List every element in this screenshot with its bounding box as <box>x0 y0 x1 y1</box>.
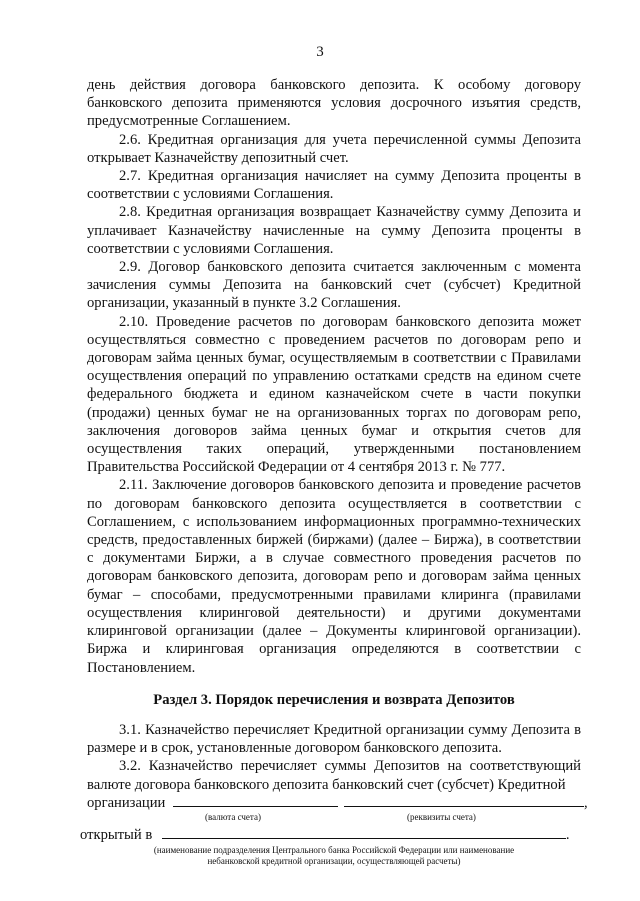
paragraph-2-9: 2.9. Договор банковского депозита считается заключенным с момента зачисления суммы Депозита на банковский счет (субсчет) Кредитной организации, указанный в пункте 3.2 Соглашения. <box>87 259 581 312</box>
comma: , <box>584 794 588 811</box>
organization-label: организации <box>87 794 166 811</box>
account-captions <box>87 812 581 824</box>
bank-caption-line-2: небанковской кредитной организации, осуществляющей расчеты) <box>207 856 461 867</box>
page-number: 3 <box>316 44 324 60</box>
currency-fill-line <box>173 794 338 807</box>
currency-caption: (валюта счета) <box>205 811 261 822</box>
bank-name-fill-line <box>162 826 566 839</box>
opened-in-row <box>80 826 581 844</box>
document-body <box>80 76 588 867</box>
paragraph-2-7: 2.7. Кредитная организация начисляет на сумму Депозита проценты в соответствии с условиями Соглашения. <box>87 168 581 203</box>
paragraph-3-2: 3.2. Казначейство перечисляет суммы Депозитов на соответствующий валюте договора банковского депозита банковский счет (субсчет) Кредитной <box>87 758 581 793</box>
paragraph-2-10: 2.10. Проведение расчетов по договорам банковского депозита может осуществляться совместно с проведением расчетов по договорам репо и договорам займа ценных бумаг, осуществляемым в соответствии с Правилами осуществления операций по управлению остатками средств на едином счете федерального бюджета и едином казначейском счете в части покупки (продажи) ценных бумаг не на организованных торгах по договорам репо, заключения договоров займа ценных бумаг и открытия счетов для осуществления таких операций, утвержденными постановлением Правительства Российской Федерации от 4 сентября 2013 г. № 777. <box>87 313 581 476</box>
paragraph-3-1: 3.1. Казначейство перечисляет Кредитной организации сумму Депозита в размере и в срок, установленные договором банковского депозита. <box>87 721 581 757</box>
paragraph-2-8: 2.8. Кредитная организация возвращает Казначейству сумму Депозита и уплачивает Казначейству начисленные на сумму Депозита проценты в соответствии с условиями Соглашения. <box>87 204 581 257</box>
paragraph-continuation: день действия договора банковского депозита. К особому договору банковского депозита применяются условия досрочного изъятия средств, предусмотренные Соглашением. <box>87 77 581 130</box>
paragraph-2-11: 2.11. Заключение договоров банковского депозита и проведение расчетов по договорам банковского депозита осуществляется в соответствии с Соглашением, с использованием информационных программно-технических средств, предоставленных биржей (биржами) (далее – Биржа), в соответствии с документами Биржи, а в случае совместного проведения расчетов по договорам банковского депозита, договорам репо и договорам займа ценных бумаг – способами, предусмотренными правилами клиринга (правилами осуществления клиринговой деятельности) и другими документами клиринговой организации (далее – Документы клиринговой организации). Биржа и клиринговая организация определяются в соответствии с Постановлением. <box>87 477 581 676</box>
paragraph-2-6: 2.6. Кредитная организация для учета перечисленной суммы Депозита открывает Казначейству депозитный счет. <box>87 131 581 166</box>
opened-in-label: открытый в <box>80 826 153 843</box>
requisites-fill-line <box>344 794 584 807</box>
period: . <box>565 826 570 843</box>
bank-caption <box>87 845 581 867</box>
requisites-caption: (реквизиты счета) <box>407 811 476 822</box>
section-3-heading: Раздел 3. Порядок перечисления и возврата Депозитов <box>153 691 515 708</box>
bank-caption-line-1: (наименование подразделения Центрального банка Российской Федерации или наименование <box>153 845 515 856</box>
organization-account-row <box>87 794 588 812</box>
